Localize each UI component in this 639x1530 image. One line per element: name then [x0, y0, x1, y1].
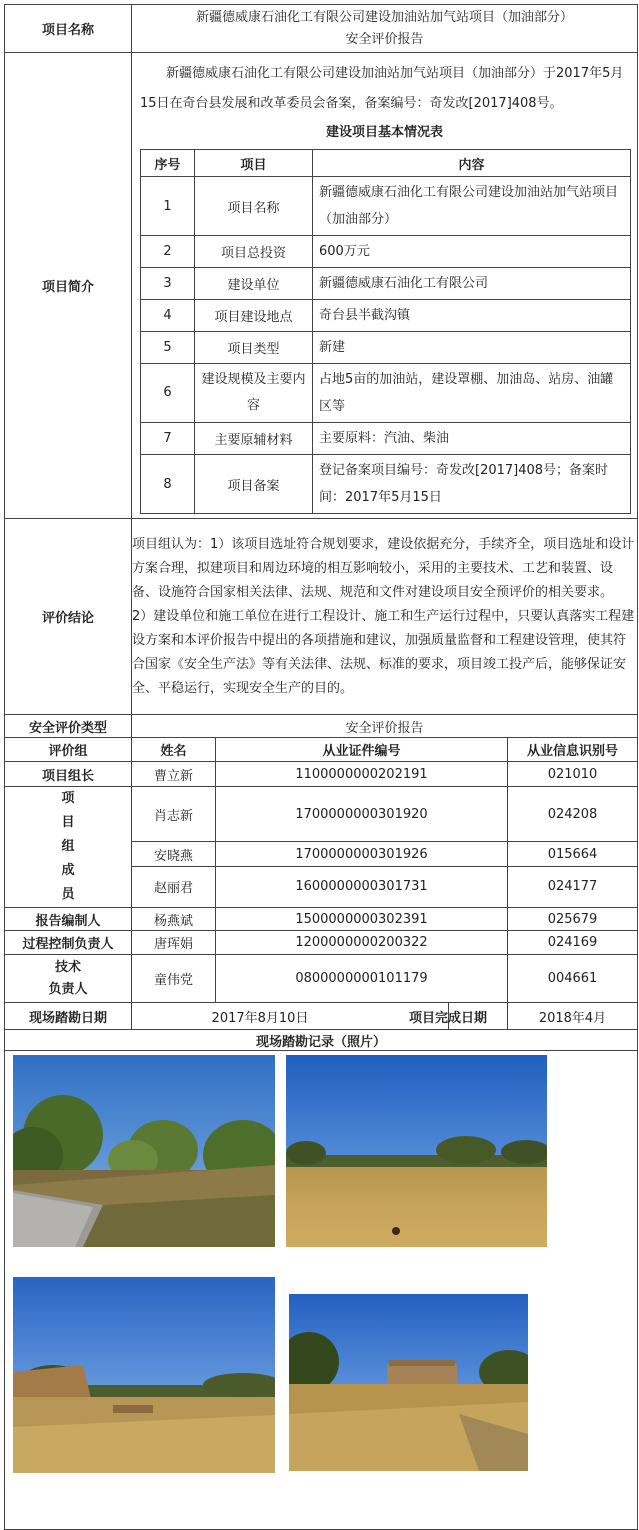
leader-cert: 1100000000202191: [216, 762, 508, 787]
row-item: 项目总投资: [195, 236, 313, 268]
row-content: 主要原料：汽油、柴油: [313, 423, 631, 455]
member-info: 024177: [508, 866, 638, 907]
complete-date-label-text: 项目完成日期: [409, 1010, 488, 1026]
members-role: [5, 787, 132, 908]
basic-info-table: [140, 149, 631, 514]
row-item: 项目名称: [195, 177, 313, 236]
row-no: 5: [141, 332, 195, 364]
team-header-info: 从业信息识别号: [508, 738, 638, 762]
header-content: 内容: [313, 150, 631, 177]
row-content: 600万元: [313, 236, 631, 268]
row-item: 项目建设地点: [195, 300, 313, 332]
team-row: [5, 931, 638, 955]
process-name: 唐珲娟: [132, 931, 216, 955]
row-no: 8: [141, 455, 195, 514]
team-header-name: 姓名: [132, 738, 216, 762]
members-role-char: 组: [61, 839, 75, 854]
member-name: 赵丽君: [132, 866, 216, 907]
author-cert: 1500000000302391: [216, 908, 508, 931]
process-role: 过程控制负责人: [5, 931, 132, 955]
conclusion-label: 评价结论: [5, 519, 132, 715]
member-info: 015664: [508, 842, 638, 866]
table-row: [141, 455, 631, 514]
project-name-line1: 新疆德威康石油化工有限公司建设加油站加气站项目（加油部分）: [196, 9, 574, 25]
survey-date-value: 2017年8月10日: [132, 1003, 449, 1030]
table-row: [141, 177, 631, 236]
tech-name: 童伟党: [132, 955, 216, 1003]
site-photo-field-image: [286, 1055, 547, 1247]
row-item: 项目备案: [195, 455, 313, 514]
process-info: 024169: [508, 931, 638, 955]
row-item: 主要原辅材料: [195, 423, 313, 455]
table-row: [141, 268, 631, 300]
header-no: 序号: [141, 150, 195, 177]
team-row: [5, 955, 638, 1003]
complete-date-label: [409, 1003, 508, 1030]
survey-date-label: 现场踏勘日期: [5, 1003, 132, 1030]
row-content: 奇台县半截沟镇: [313, 300, 631, 332]
table-row: [141, 423, 631, 455]
row-item: 建设单位: [195, 268, 313, 300]
row-content: 占地5亩的加油站，建设罩棚、加油岛、站房、油罐区等: [313, 364, 631, 423]
tech-role-line2: 负责人: [48, 981, 88, 997]
leader-role: 项目组长: [5, 762, 132, 787]
basic-info-header-row: [141, 150, 631, 177]
tech-role: [5, 955, 132, 1003]
team-header-row: [5, 738, 638, 762]
author-role: 报告编制人: [5, 908, 132, 931]
row-no: 7: [141, 423, 195, 455]
member-cert: 1600000000301731: [216, 866, 508, 907]
eval-type-label: 安全评价类型: [5, 715, 132, 738]
team-row: [5, 762, 638, 787]
photos-cell: [5, 1051, 638, 1530]
site-photo-road-image: [13, 1055, 275, 1247]
report-page: [1, 1, 638, 1518]
site-photo-road: [13, 1055, 275, 1247]
complete-date-value: 2018年4月: [508, 1003, 638, 1030]
row-content: 新疆德威康石油化工有限公司: [313, 268, 631, 300]
site-photo-farm: [13, 1277, 275, 1473]
row-no: 3: [141, 268, 195, 300]
site-photo-farm-image: [13, 1277, 275, 1473]
eval-type-value: 安全评价报告: [132, 715, 638, 738]
conclusion-para2: 2）建设单位和施工单位在进行工程设计、施工和生产运行过程中，只要认真落实工程建设方案和本评价报告中提出的各项措施和建议，加强质量监督和工程建设管理，使其符合国家《安全生产法》等有关法律、法规、标准的要求，项目竣工投产后，能够保证安全、平稳运行，实现安全生产的目的。: [132, 608, 635, 696]
report-table: [4, 4, 638, 1530]
member-cert: 1700000000301926: [216, 842, 508, 866]
basic-info-table-title: 建设项目基本情况表: [326, 125, 444, 140]
site-photo-village: [289, 1294, 528, 1471]
conclusion-cell: [132, 519, 638, 715]
members-role-char: 项: [61, 791, 75, 806]
team-row: [5, 908, 638, 931]
table-row: [141, 332, 631, 364]
table-row: [141, 364, 631, 423]
leader-info: 021010: [508, 762, 638, 787]
tech-info: 004661: [508, 955, 638, 1003]
project-name-line2: 安全评价报告: [345, 31, 424, 47]
member-info: 024208: [508, 787, 638, 842]
row-item: 建设规模及主要内容: [195, 364, 313, 423]
author-info: 025679: [508, 908, 638, 931]
team-row: [5, 787, 638, 842]
members-role-char: 员: [61, 887, 75, 902]
intro-label: 项目简介: [5, 53, 132, 519]
site-photo-village-image: [289, 1294, 528, 1471]
dates-row: [5, 1003, 638, 1030]
row-content: 登记备案项目编号：奇发改[2017]408号；备案时间：2017年5月15日: [313, 455, 631, 514]
row-no: 2: [141, 236, 195, 268]
intro-paragraph: 新疆德威康石油化工有限公司建设加油站加气站项目（加油部分）于2017年5月15日在奇台县发展和改革委员会备案，备案编号：奇发改[2017]408号。: [140, 66, 624, 111]
team-header-group: 评价组: [5, 738, 132, 762]
project-name-cell: [132, 5, 638, 53]
table-row: [141, 236, 631, 268]
process-cert: 1200000000200322: [216, 931, 508, 955]
author-name: 杨燕斌: [132, 908, 216, 931]
row-no: 1: [141, 177, 195, 236]
member-name: 安晓燕: [132, 842, 216, 866]
photos-title: 现场踏勘记录（照片）: [5, 1030, 638, 1051]
site-photo-field: [286, 1055, 547, 1247]
conclusion-para1: 项目组认为：1）该项目选址符合规划要求，建设依据充分，手续齐全，项目选址和设计方案合理，拟建项目和周边环境的相互影响较小，采用的主要技术、工艺和装置、设备、设施符合国家相关法律、法规、规范和文件对建设项目安全预评价的相关要求。: [132, 536, 635, 600]
member-name: 肖志新: [132, 787, 216, 842]
project-name-label: 项目名称: [5, 5, 132, 53]
leader-name: 曹立新: [132, 762, 216, 787]
intro-cell: [132, 53, 638, 519]
header-item: 项目: [195, 150, 313, 177]
team-header-cert: 从业证件编号: [216, 738, 508, 762]
table-row: [141, 300, 631, 332]
row-content: 新疆德威康石油化工有限公司建设加油站加气站项目（加油部分）: [313, 177, 631, 236]
row-content: 新建: [313, 332, 631, 364]
members-role-char: 成: [61, 863, 75, 878]
row-no: 4: [141, 300, 195, 332]
row-item: 项目类型: [195, 332, 313, 364]
tech-role-line1: 技术: [54, 959, 81, 975]
row-no: 6: [141, 364, 195, 423]
member-cert: 1700000000301920: [216, 787, 508, 842]
members-role-char: 目: [61, 815, 75, 830]
tech-cert: 0800000000101179: [216, 955, 508, 1003]
